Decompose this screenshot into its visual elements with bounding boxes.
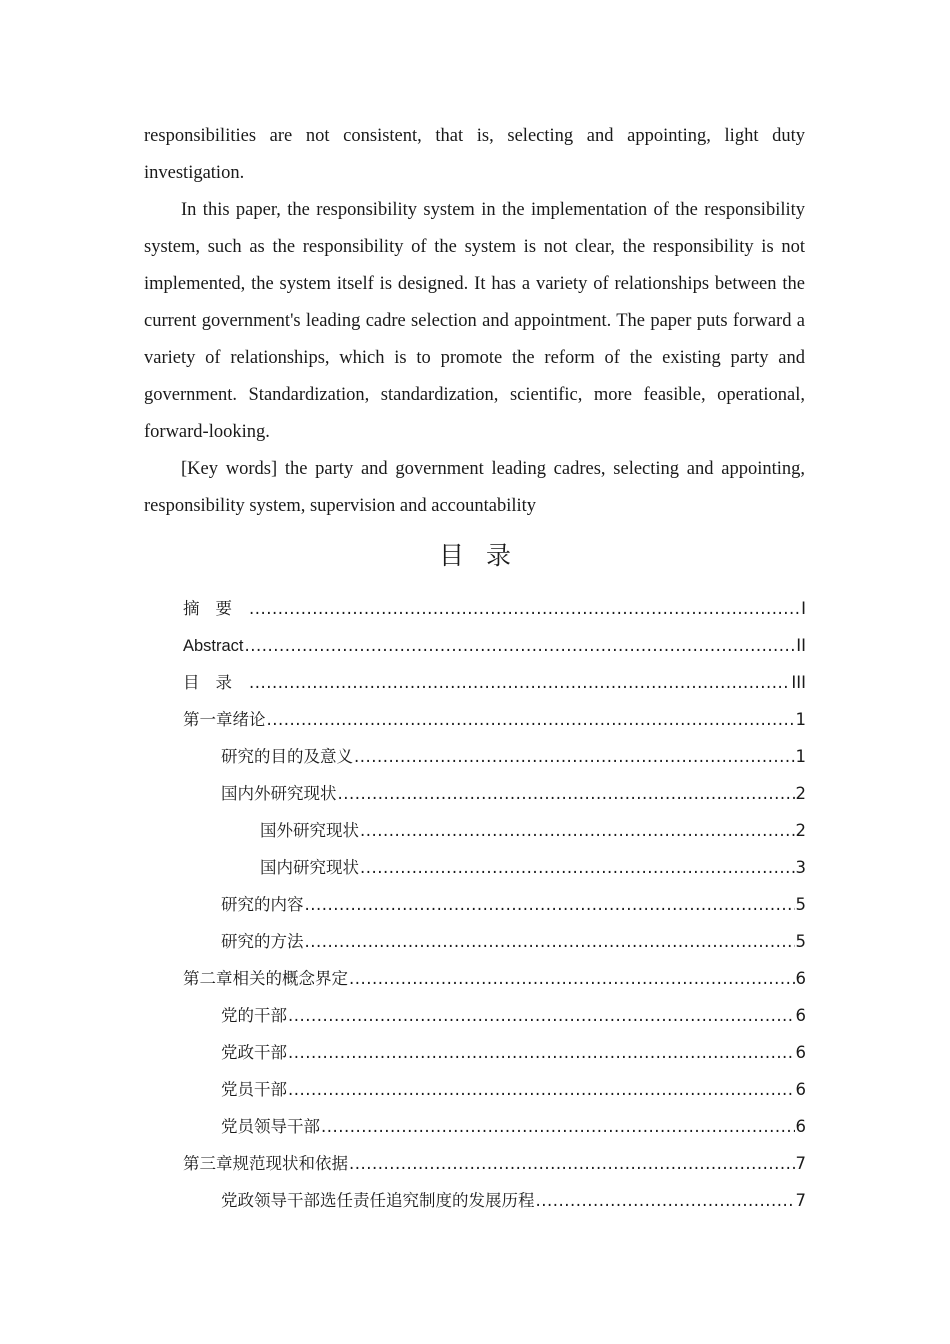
toc-entry[interactable] bbox=[183, 1182, 806, 1219]
toc-leader-dots bbox=[354, 738, 795, 775]
toc-entry[interactable] bbox=[183, 923, 806, 960]
toc-entry[interactable] bbox=[183, 775, 806, 812]
toc-entry[interactable] bbox=[183, 590, 806, 627]
toc-entry[interactable] bbox=[183, 997, 806, 1034]
toc-entry-label: 国内外研究现状 bbox=[221, 784, 337, 803]
toc-entry-page: 1 bbox=[795, 710, 806, 729]
toc-entry-page: 2 bbox=[795, 784, 806, 803]
toc-entry[interactable] bbox=[183, 960, 806, 997]
toc-entry-page: 3 bbox=[795, 858, 806, 877]
toc-entry-label: 党政领导干部选任责任追究制度的发展历程 bbox=[221, 1191, 535, 1210]
toc-leader-dots bbox=[288, 997, 795, 1034]
toc-leader-dots bbox=[349, 1145, 795, 1182]
toc-entry[interactable] bbox=[183, 701, 806, 738]
toc-entry-page: 2 bbox=[795, 821, 806, 840]
toc-entry-label: 研究的方法 bbox=[221, 932, 304, 951]
toc-leader-dots bbox=[288, 1071, 795, 1108]
toc-leader-dots bbox=[245, 627, 796, 664]
toc-entry-label: 摘要 bbox=[183, 599, 248, 618]
toc-leader-dots bbox=[349, 960, 795, 997]
toc-leader-dots bbox=[249, 590, 800, 627]
toc-leader-dots bbox=[288, 1034, 795, 1071]
keywords-paragraph: [Key words] the party and government leading cadres, selecting and appointing, responsibility system, supervision and accountability bbox=[144, 459, 805, 516]
toc-leader-dots bbox=[305, 923, 795, 960]
toc-entry-label: 研究的内容 bbox=[221, 895, 304, 914]
toc-entry[interactable] bbox=[183, 812, 806, 849]
toc-entry-page: II bbox=[796, 636, 806, 655]
toc-entry-page: 6 bbox=[795, 1043, 806, 1062]
toc-entry-label: 党员干部 bbox=[221, 1080, 287, 1099]
toc-entry-label: 国内研究现状 bbox=[260, 858, 359, 877]
toc-entry-label: 第三章规范现状和依据 bbox=[183, 1154, 348, 1173]
toc-entry-page: I bbox=[801, 599, 806, 618]
toc-entry-page: 6 bbox=[795, 969, 806, 988]
toc-entry[interactable] bbox=[183, 664, 806, 701]
toc-leader-dots bbox=[305, 886, 795, 923]
toc-leader-dots bbox=[338, 775, 795, 812]
toc-entry[interactable] bbox=[183, 627, 806, 664]
toc-entry-label: 党政干部 bbox=[221, 1043, 287, 1062]
toc-leader-dots bbox=[360, 849, 795, 886]
toc-entry-label: 研究的目的及意义 bbox=[221, 747, 353, 766]
toc-entry-label: 党员领导干部 bbox=[221, 1117, 320, 1136]
toc-entry-label: 第一章绪论 bbox=[183, 710, 266, 729]
toc-leader-dots bbox=[360, 812, 795, 849]
toc-entry-label: 第二章相关的概念界定 bbox=[183, 969, 348, 988]
toc-entry-page: 7 bbox=[795, 1154, 806, 1173]
toc-entry-page: 7 bbox=[795, 1191, 806, 1210]
toc-entry-page: 6 bbox=[795, 1006, 806, 1025]
abstract-body bbox=[144, 118, 805, 525]
toc-entry[interactable] bbox=[183, 1145, 806, 1182]
toc-entry[interactable] bbox=[183, 1108, 806, 1145]
toc-title: 目录 bbox=[438, 541, 533, 570]
toc-entry[interactable] bbox=[183, 738, 806, 775]
toc-leader-dots bbox=[536, 1182, 795, 1219]
toc-entry-label: 目录 bbox=[183, 673, 248, 692]
toc-entry-page: 6 bbox=[795, 1080, 806, 1099]
abstract-paragraph-continuation: responsibilities are not consistent, that is, selecting and appointing, light duty investigation. bbox=[144, 126, 805, 183]
toc-leader-dots bbox=[321, 1108, 795, 1145]
toc-entry-label: 国外研究现状 bbox=[260, 821, 359, 840]
toc-entry-page: 6 bbox=[795, 1117, 806, 1136]
table-of-contents bbox=[183, 590, 806, 1219]
toc-entry-page: 5 bbox=[795, 932, 806, 951]
toc-entry[interactable] bbox=[183, 849, 806, 886]
toc-entry-page: 5 bbox=[795, 895, 806, 914]
toc-leader-dots bbox=[249, 664, 790, 701]
toc-entry[interactable] bbox=[183, 886, 806, 923]
toc-entry[interactable] bbox=[183, 1034, 806, 1071]
toc-entry[interactable] bbox=[183, 1071, 806, 1108]
toc-entry-page: 1 bbox=[795, 747, 806, 766]
toc-leader-dots bbox=[267, 701, 795, 738]
toc-entry-label: 党的干部 bbox=[221, 1006, 287, 1025]
toc-entry-page: III bbox=[791, 673, 806, 692]
toc-entry-label: Abstract bbox=[183, 637, 244, 655]
abstract-paragraph: In this paper, the responsibility system in the implementation of the responsibility system, such as the responsibility of the system is not clear, the responsibility is not implemented, the system itself is designed. It has a variety of relationships between the current government's leading cadre selection and appointment. The paper puts forward a variety of relationships, which is to promote the reform of the existing party and government. Standardization, standardization, scientific, more feasible, operational, forward-looking. bbox=[144, 200, 805, 442]
